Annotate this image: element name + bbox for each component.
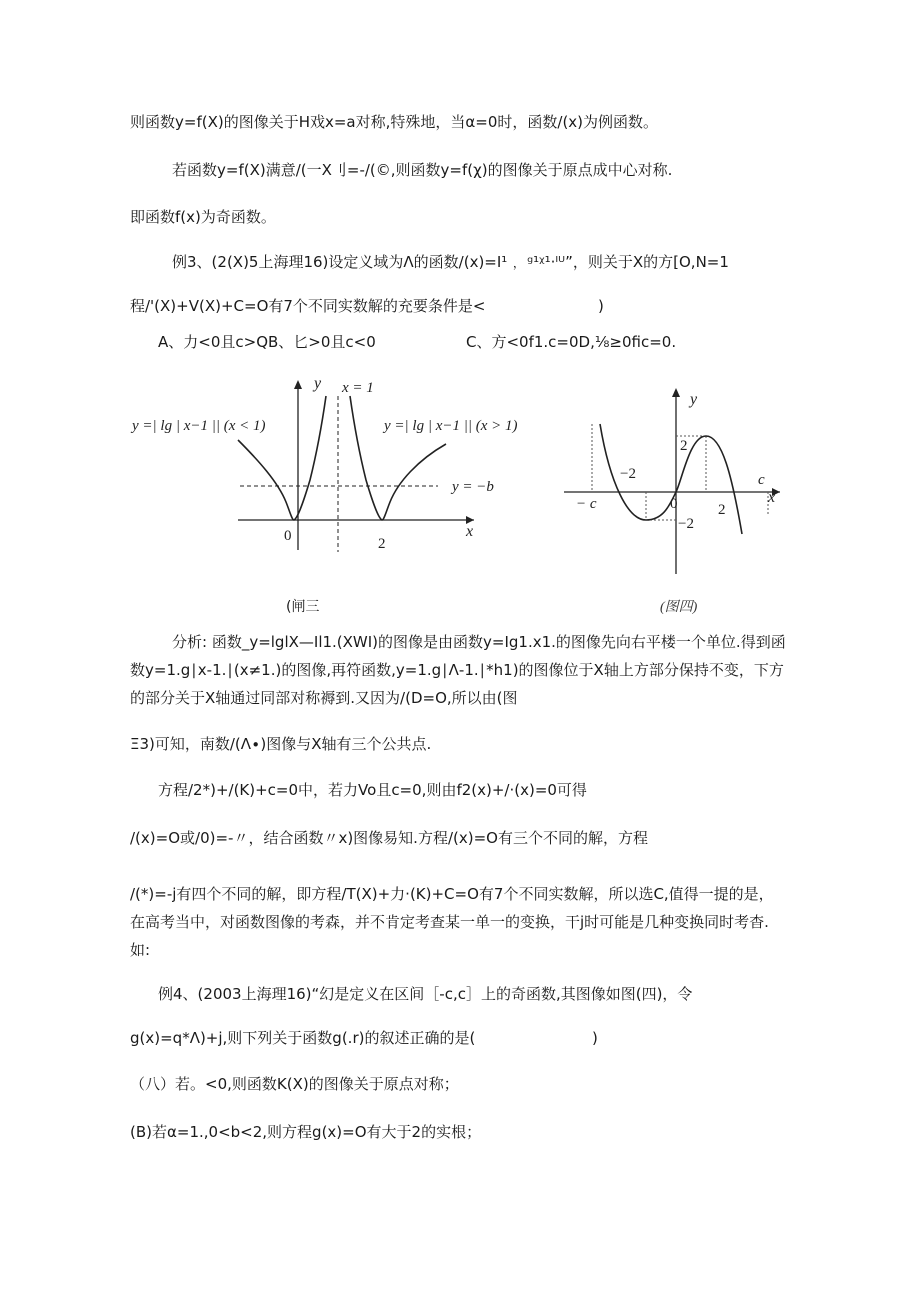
text-line-10: Ξ3)可知，南数/(Λ∙)图像与X轴有三个公共点. — [130, 735, 432, 753]
text-line-19: (B)若α=1.,0<b<2,则方程g(x)=O有大于2的实根； — [130, 1123, 482, 1141]
fig4-label-x: x — [768, 489, 776, 506]
option-c-d: C、方<0f1.c=0D,⅛≥0fic=0. — [466, 333, 677, 351]
fig4-label-origin: 0 — [670, 496, 678, 512]
text-line-15: 如: — [130, 941, 151, 959]
fig3-label-right: y =| lg | x−1 || (x > 1) — [384, 418, 518, 434]
text-line-16: 例4、(2003上海理16)“幻是定义在区间［-c,c］上的奇函数,其图像如图(四)，令 — [158, 985, 693, 1003]
text-line-12: /(x)=O或/0)=-〃，结合函数〃x)图像易知.方程/(x)=O有三个不同的解，方程 — [130, 829, 648, 847]
text-line-4: 例3、(2(X)5上海理16)设定义域为Λ的函数/(x)=I¹﹐ ᵍ¹ᵡ¹·ᴵᵁ”，则关于X的方[O,N=1 — [172, 253, 729, 271]
text-line-8: 数y=1.g∣x-1.∣(x≠1.)的图像,再符函数,y=1.g∣Λ-1.∣*h1)的图像位于X轴上方部分保持不变，下方 — [130, 661, 784, 679]
figure-3-caption: (闸三 — [286, 599, 320, 615]
text-line-11: 方程/2*)+/(K)+c=0中，若力Vo且c=0,则由f2(x)+/·(x)=0可得 — [158, 781, 587, 799]
fig3-label-origin: 0 — [284, 528, 292, 544]
text-line-14: 在高考当中，对函数图像的考森，并不肯定考查某一单一的变换，干j时可能是几种变换同时考杳. — [130, 913, 769, 931]
fig4-label-2-x: 2 — [718, 502, 726, 518]
fig4-label-2-top: 2 — [680, 438, 688, 454]
fig4-y-arrow — [672, 388, 680, 397]
text-line-17-paren: ) — [592, 1029, 598, 1047]
text-line-18: （八）若。<0,则函数K(X)的图像关于原点对称； — [130, 1075, 459, 1093]
text-line-3: 即函数f(x)为奇函数。 — [130, 208, 276, 226]
figure-4-graph — [556, 384, 796, 584]
fig3-label-x1: x = 1 — [342, 380, 374, 396]
text-line-17: g(x)=q*Λ)+j,则下列关于函数g(.r)的叙述正确的是( — [130, 1029, 476, 1047]
option-a-b: A、力<0且c>QB、匕>0且c<0 — [158, 333, 376, 351]
fig3-label-left: y =| lg | x−1 || (x < 1) — [132, 418, 266, 434]
fig3-label-y: y — [314, 375, 322, 392]
fig4-label-c: c — [758, 472, 765, 488]
fig3-label-x: x — [466, 523, 474, 540]
figure-4-caption: (图四) — [660, 600, 698, 615]
fig3-curve-left — [238, 396, 326, 520]
text-line-1: 则函数y=f(X)的图像关于H戏x=a对称,特殊地，当α=0时，函数/(x)为例函数。 — [130, 113, 659, 131]
text-line-5-paren: ) — [598, 297, 604, 315]
text-line-2: 若函数y=f(X)满意/(一X刂=-/(©,则函数y=f(χ)的图像关于原点成中心对称. — [172, 161, 673, 179]
fig3-label-2: 2 — [378, 536, 386, 552]
fig4-label-neg2-bottom: −2 — [678, 516, 694, 532]
fig3-curve-right — [350, 396, 446, 520]
fig4-label-y: y — [690, 391, 698, 408]
text-line-5: 程/'(X)+V(X)+C=O有7个不同实数解的充要条件是< — [130, 297, 486, 315]
fig3-label-y-neg-b: y = −b — [452, 479, 494, 495]
text-line-7: 分析: 函数_y=lglX—Il1.(XWI)的图像是由函数y=Ig1.x1.的图像先向右平楼一个单位.得到函 — [172, 633, 786, 651]
fig3-y-arrow — [294, 380, 302, 389]
fig4-label-neg2-left: −2 — [620, 466, 636, 482]
fig4-label-neg-c: − c — [576, 496, 597, 512]
text-line-9: 的部分关于X轴通过同部对称褥到.又因为/(D=O,所以由(图 — [130, 689, 518, 707]
figure-3-graph — [128, 372, 548, 572]
text-line-13: /(*)=-j有四个不同的解，即方程/T(X)+力·(K)+C=O有7个不同实数解，所以选C,值得一提的是， — [130, 885, 774, 903]
